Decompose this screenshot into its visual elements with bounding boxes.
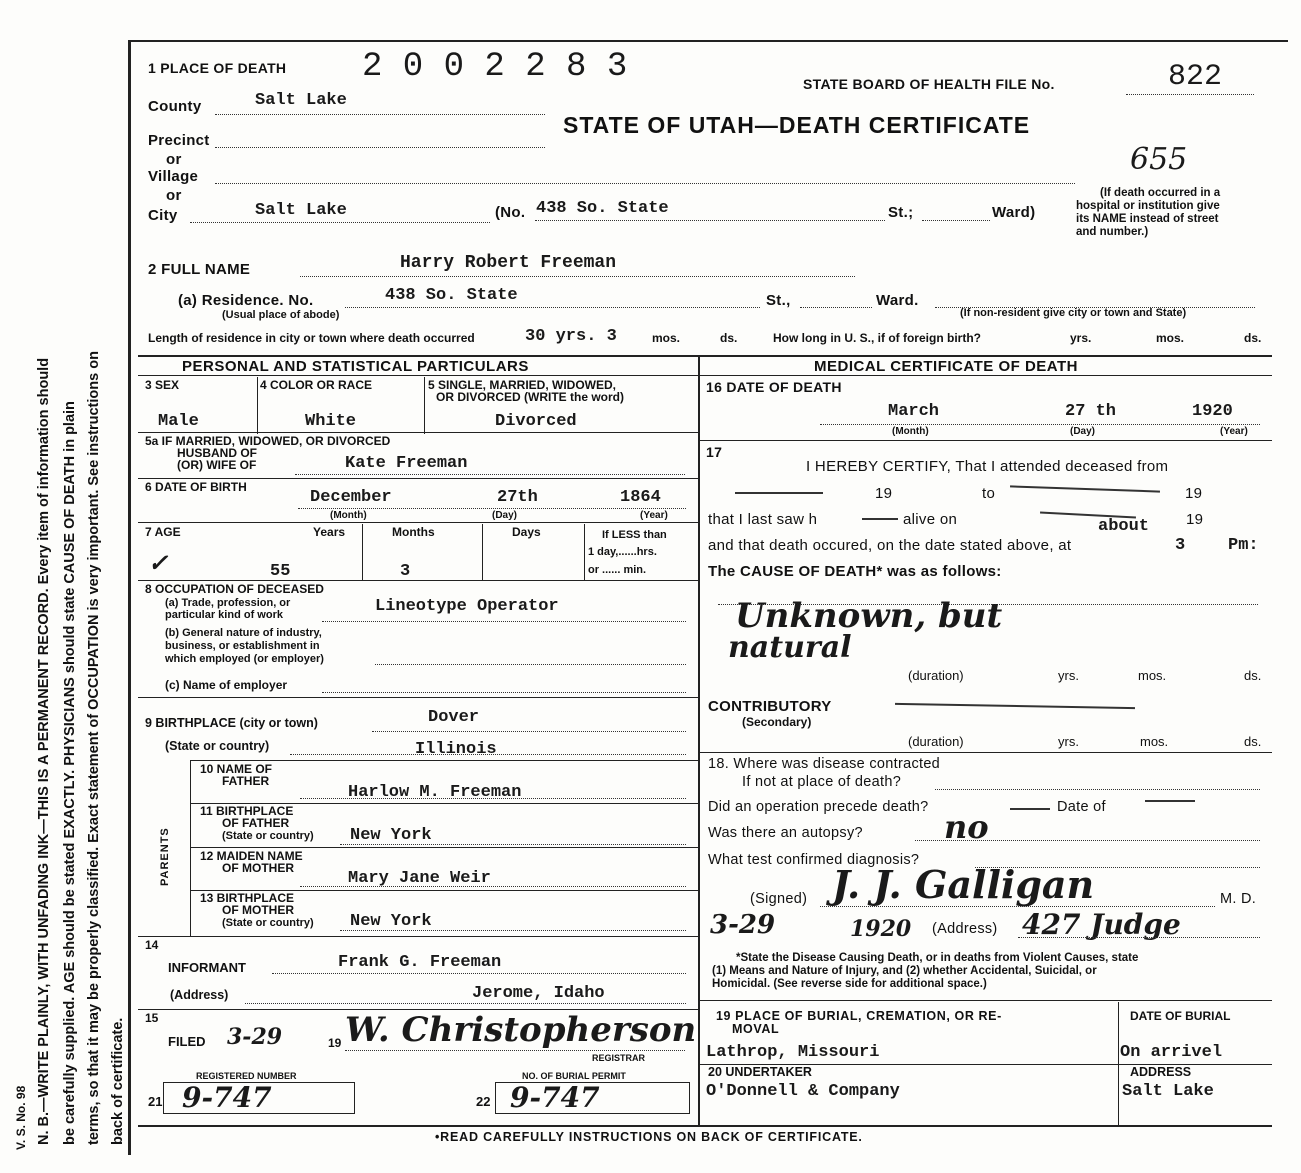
burial-permit-label: NO. OF BURIAL PERMIT	[522, 1071, 626, 1081]
contrib-yrs-label: yrs.	[1058, 734, 1079, 749]
spouse-value: Kate Freeman	[345, 454, 468, 473]
length-residence-label: Length of residence in city or town where death occurred	[148, 331, 475, 345]
file-number: 822	[1168, 60, 1223, 94]
personal-header: PERSONAL AND STATISTICAL PARTICULARS	[182, 358, 529, 375]
autopsy-line	[915, 840, 1260, 841]
autopsy-label: Was there an autopsy?	[708, 825, 863, 841]
death-address: 438 So. State	[536, 199, 669, 218]
marital-label-1: 5 SINGLE, MARRIED, WIDOWED,	[428, 378, 617, 392]
cause-mos-label: mos.	[1138, 668, 1167, 683]
street-label: St.;	[888, 204, 914, 221]
margin-instruction-line-3: terms, so that it may be properly classified. Exact statement of OCCUPATION is very important. See instructions on	[86, 351, 102, 1145]
ward-line	[922, 220, 990, 221]
sex-row-rule	[138, 432, 698, 433]
mother-label-1: 12 MAIDEN NAME	[200, 849, 303, 863]
or-label-1: or	[166, 151, 182, 168]
age-check-mark: ✓	[148, 548, 169, 577]
full-name-line	[300, 276, 855, 277]
footer-instructions: •READ CAREFULLY INSTRUCTIONS ON BACK OF CERTIFICATE.	[435, 1130, 863, 1144]
sex-divider	[257, 377, 258, 434]
md-label: M. D.	[1220, 891, 1257, 907]
village-line	[215, 183, 1075, 184]
dod-year-label: (Year)	[1220, 426, 1248, 437]
birthplace-state-label: (State or country)	[165, 739, 270, 753]
hospital-note-2: hospital or institution give	[1076, 200, 1220, 212]
footnote-3: Homicidal. (See reverse side for additional space.)	[712, 978, 987, 990]
residence-st-label: St.,	[766, 292, 791, 309]
attended-to-dash	[1010, 485, 1160, 492]
foreign-birth-label: How long in U. S., if of foreign birth?	[773, 331, 981, 345]
to-19-label: 19	[1185, 485, 1203, 502]
mother-label-2: OF MOTHER	[222, 861, 294, 875]
undertaker-address-label: ADDRESS	[1130, 1065, 1192, 1079]
margin-instruction-line-2: be carefully supplied. AGE should be stated EXACTLY. PHYSICIANS should state CAUSE OF DEATH in plain	[62, 401, 78, 1145]
spouse-label-3: (OR) WIFE OF	[177, 458, 257, 472]
last-saw-label: that I last saw h	[708, 511, 818, 528]
dob-label: 6 DATE OF BIRTH	[145, 480, 247, 494]
contrib-mos-label: mos.	[1140, 734, 1169, 749]
age-label: 7 AGE	[145, 525, 181, 539]
mother-birth-label-1: 13 BIRTHPLACE	[200, 891, 295, 905]
physician-address-line	[1018, 937, 1260, 938]
precinct-line	[215, 147, 545, 148]
form-bottom-border	[138, 1125, 1272, 1127]
spouse-row-rule	[138, 478, 698, 479]
sign-year: 1920	[850, 916, 912, 942]
father-birth-label-3: (State or country)	[222, 830, 314, 842]
saw-19-label: 19	[1186, 511, 1204, 528]
contributory-dash	[895, 703, 1135, 709]
signed-line	[820, 906, 1215, 907]
occupation-b-label-3: which employed (or employer)	[165, 653, 324, 665]
age-months: 3	[400, 562, 411, 581]
marital-value: Divorced	[495, 412, 577, 431]
occupation-a-label-2: particular kind of work	[165, 609, 283, 621]
alive-on-label: alive on	[903, 511, 958, 528]
parents-bottom-rule	[138, 936, 698, 937]
column-divider	[698, 357, 700, 1127]
death-occurred-label: and that death occured, on the date stated above, at	[708, 537, 1072, 554]
age-divider-1	[362, 524, 363, 581]
age-row-rule	[138, 580, 698, 581]
occupation-line	[322, 621, 686, 622]
dob-month: December	[310, 488, 392, 507]
undertaker-value: O'Donnell & Company	[706, 1082, 900, 1101]
dob-row-rule	[138, 522, 698, 523]
board-file-label: STATE BOARD OF HEALTH FILE No.	[803, 76, 1055, 92]
spouse-line	[295, 474, 685, 475]
dob-year-label: (Year)	[640, 510, 668, 521]
personal-header-rule	[138, 375, 698, 376]
burial-label-1: 19 PLACE OF BURIAL, CREMATION, OR RE-	[716, 1009, 1002, 1023]
dod-day-label: (Day)	[1070, 426, 1096, 437]
hospital-note-3: its NAME instead of street	[1076, 213, 1219, 225]
informant-number: 14	[145, 938, 159, 952]
full-name-label: 2 FULL NAME	[148, 261, 251, 278]
certify-text: I HEREBY CERTIFY, That I attended deceased from	[806, 458, 1169, 475]
dob-line	[298, 508, 686, 509]
father-birth-label-2: OF FATHER	[222, 816, 290, 830]
dob-month-label: (Month)	[330, 510, 367, 521]
burial-place: Lathrop, Missouri	[706, 1043, 880, 1062]
hospital-note-4: and number.)	[1076, 226, 1149, 238]
age-divider-3	[584, 524, 585, 581]
spouse-label-1: 5a IF MARRIED, WIDOWED, OR DIVORCED	[145, 434, 391, 448]
occupation-b-label-1: (b) General nature of industry,	[165, 627, 322, 639]
color-value: White	[305, 412, 357, 431]
residence-label: (a) Residence. No.	[178, 292, 314, 309]
section-divider-top	[138, 355, 1272, 357]
parents-label: PARENTS	[159, 827, 171, 886]
last-saw-dash	[862, 518, 898, 520]
informant-address: Jerome, Idaho	[472, 984, 605, 1003]
physician-address-label: (Address)	[932, 921, 998, 937]
color-label: 4 COLOR OR RACE	[260, 378, 373, 392]
physician-signature: J. J. Galligan	[832, 862, 1095, 907]
age-days-label: Days	[512, 525, 541, 539]
ward-label: Ward)	[992, 204, 1036, 221]
from-19-label: 19	[875, 485, 893, 502]
date-of-death-year: 1920	[1192, 402, 1233, 421]
certify-number: 17	[706, 444, 723, 460]
age-years-label: Years	[313, 525, 346, 539]
registered-number: 9-747	[182, 1081, 272, 1114]
father-birthplace: New York	[350, 826, 432, 845]
street-line	[535, 220, 885, 221]
dob-day: 27th	[497, 488, 538, 507]
filed-number: 15	[145, 1011, 159, 1025]
burial-permit-prefix: 22	[476, 1094, 491, 1109]
foreign-ds-label: ds.	[1244, 331, 1262, 345]
date-of-death-month: March	[888, 402, 940, 421]
contrib-ds-label: ds.	[1244, 734, 1262, 749]
father-value: Harlow M. Freeman	[348, 783, 522, 802]
city-label: City	[148, 207, 178, 224]
certificate-title: STATE OF UTAH—DEATH CERTIFICATE	[563, 112, 1031, 138]
form-top-border	[128, 40, 1288, 42]
registrar-signature: W. Christopherson	[345, 1010, 697, 1050]
mother-birthplace: New York	[350, 912, 432, 931]
birthplace-label: 9 BIRTHPLACE (city or town)	[145, 716, 318, 730]
length-mos-label: mos.	[652, 331, 681, 345]
residence-line	[345, 307, 760, 308]
sex-label: 3 SEX	[145, 378, 180, 392]
date-of-death-label: 16 DATE OF DEATH	[706, 379, 842, 395]
margin-instruction-line-1: N. B.—WRITE PLAINLY, WITH UNFADING INK—THIS IS A PERMANENT RECORD. Every item of information should	[36, 357, 52, 1145]
physician-address: 427 Judge	[1022, 908, 1181, 941]
filed-label: FILED	[168, 1034, 206, 1049]
occupation-label: 8 OCCUPATION OF DECEASED	[145, 582, 324, 596]
sign-date: 3-29	[710, 910, 776, 940]
stamp-number: 2 0 0 2 2 8 3	[362, 48, 628, 86]
color-divider	[424, 377, 425, 434]
about-value: about	[1098, 517, 1150, 536]
informant-address-line	[245, 1003, 686, 1004]
test-label: What test confirmed diagnosis?	[708, 852, 920, 868]
q18-label-2: If not at place of death?	[742, 774, 902, 790]
precinct-label: Precinct	[148, 132, 210, 149]
length-ds-label: ds.	[720, 331, 738, 345]
spouse-label-2: HUSBAND OF	[177, 446, 257, 460]
father-birth-label-1: 11 BIRTHPLACE	[200, 804, 294, 818]
occupation-row-rule	[138, 697, 698, 698]
contrib-duration-label: (duration)	[908, 734, 964, 749]
marital-label-2: OR DIVORCED (WRITE the word)	[436, 390, 624, 404]
form-left-border	[128, 40, 131, 1155]
date-of-death-day: 27 th	[1065, 402, 1117, 421]
registrar-line	[345, 1050, 685, 1051]
county-value: Salt Lake	[255, 91, 347, 110]
foreign-mos-label: mos.	[1156, 331, 1185, 345]
residence-ward-line	[800, 307, 872, 308]
informant-address-label: (Address)	[170, 988, 229, 1002]
registered-number-label: REGISTERED NUMBER	[196, 1071, 297, 1081]
secondary-label: (Secondary)	[742, 715, 812, 729]
margin-instruction-line-4: back of certificate.	[110, 1017, 126, 1145]
filed-date: 3-29	[227, 1024, 283, 1050]
village-label: Village	[148, 168, 199, 185]
county-label: County	[148, 98, 202, 115]
q18-label-1: 18. Where was disease contracted	[708, 756, 941, 772]
undertaker-label: 20 UNDERTAKER	[708, 1065, 812, 1079]
father-birth-row-rule	[190, 847, 698, 848]
less-than-label-1: If LESS than	[602, 529, 667, 541]
file-no-line	[1126, 94, 1254, 95]
nonresident-label: (If non-resident give city or town and State)	[960, 307, 1187, 319]
medical-header: MEDICAL CERTIFICATE OF DEATH	[814, 358, 1078, 375]
contributory-row-rule	[700, 752, 1272, 753]
father-label-1: 10 NAME OF	[200, 762, 273, 776]
operation-dash	[1010, 808, 1050, 810]
contributory-label: CONTRIBUTORY	[708, 698, 832, 715]
filed-year-prefix: 19	[328, 1036, 342, 1050]
usual-abode-label: (Usual place of abode)	[222, 309, 340, 321]
cause-ds-label: ds.	[1244, 668, 1262, 683]
less-than-label-3: or ...... min.	[588, 564, 647, 576]
full-name-value: Harry Robert Freeman	[400, 253, 617, 273]
birthplace-city: Dover	[428, 708, 480, 727]
parents-divider	[190, 760, 191, 936]
residence-value: 438 So. State	[385, 286, 518, 305]
mother-value: Mary Jane Weir	[348, 869, 491, 888]
hospital-note-1: (If death occurred in a	[1100, 187, 1221, 199]
informant-label: INFORMANT	[168, 960, 246, 975]
autopsy-value: no	[944, 808, 989, 846]
or-label-2: or	[166, 187, 182, 204]
medical-bottom-rule	[700, 1000, 1272, 1001]
burial-label-2: MOVAL	[732, 1022, 780, 1036]
registrar-label: REGISTRAR	[592, 1053, 646, 1063]
date-of-dash	[1145, 800, 1195, 802]
birthplace-city-line	[372, 731, 686, 732]
attended-from-dash	[735, 492, 823, 494]
employer-label: (c) Name of employer	[165, 678, 288, 692]
city-value: Salt Lake	[255, 201, 347, 220]
mother-birth-label-2: OF MOTHER	[222, 903, 294, 917]
less-than-label-2: 1 day,......hrs.	[588, 546, 657, 558]
footnote-2: (1) Means and Nature of Injury, and (2) whether Accidental, Suicidal, or	[712, 965, 1097, 977]
cause-duration-label: (duration)	[908, 668, 964, 683]
footnote-1: *State the Disease Causing Death, or in deaths from Violent Causes, state	[736, 952, 1139, 964]
age-years: 55	[270, 562, 291, 581]
informant-line	[272, 973, 686, 974]
undertaker-address: Salt Lake	[1122, 1082, 1214, 1101]
occupation-b-label-2: business, or establishment in	[165, 640, 320, 652]
registered-number-prefix: 21	[148, 1094, 163, 1109]
birthplace-row-rule	[190, 760, 698, 761]
burial-date: On arrivel	[1120, 1043, 1223, 1062]
cause-label: The CAUSE OF DEATH* was as follows:	[708, 563, 1002, 580]
dob-day-label: (Day)	[492, 510, 518, 521]
age-divider-2	[482, 524, 483, 581]
burial-permit-number: 9-747	[510, 1081, 600, 1114]
residence-ward-label: Ward.	[876, 292, 919, 309]
signed-label: (Signed)	[750, 891, 808, 907]
mother-birth-label-3: (State or country)	[222, 917, 314, 929]
death-time-pm: Pm:	[1228, 536, 1259, 555]
dob-year: 1864	[620, 488, 661, 507]
county-line	[215, 114, 545, 115]
q18-line	[935, 789, 1260, 790]
burial-date-label: DATE OF BURIAL	[1130, 1009, 1231, 1023]
place-of-death-label: 1 PLACE OF DEATH	[148, 60, 287, 76]
birthplace-state: Illinois	[415, 740, 497, 759]
operation-label: Did an operation precede death?	[708, 799, 929, 815]
date-of-death-line	[820, 424, 1260, 425]
cause-yrs-label: yrs.	[1058, 668, 1079, 683]
cause-line-2: natural	[728, 630, 852, 665]
vs-number: V. S. No. 98	[14, 1085, 28, 1150]
cause-line-1: Unknown, but	[735, 596, 1003, 636]
foreign-yrs-label: yrs.	[1070, 331, 1092, 345]
father-label-2: FATHER	[222, 774, 270, 788]
city-line	[190, 222, 490, 223]
date-of-label: Date of	[1057, 799, 1106, 815]
to-label: to	[982, 485, 996, 502]
occupation-a-label-1: (a) Trade, profession, or	[165, 597, 291, 609]
age-months-label: Months	[392, 525, 435, 539]
employer-line	[322, 692, 686, 693]
length-residence-value: 30 yrs. 3	[525, 327, 617, 346]
sex-value: Male	[158, 412, 199, 431]
street-no-label: (No.	[495, 204, 526, 221]
death-time: 3	[1175, 536, 1186, 555]
medical-header-rule	[700, 375, 1272, 376]
handwritten-number: 655	[1130, 142, 1188, 177]
dod-month-label: (Month)	[892, 426, 929, 437]
informant-value: Frank G. Freeman	[338, 953, 502, 972]
industry-line	[375, 664, 686, 665]
dod-row-rule	[700, 440, 1272, 441]
occupation-value: Lineotype Operator	[375, 597, 559, 616]
